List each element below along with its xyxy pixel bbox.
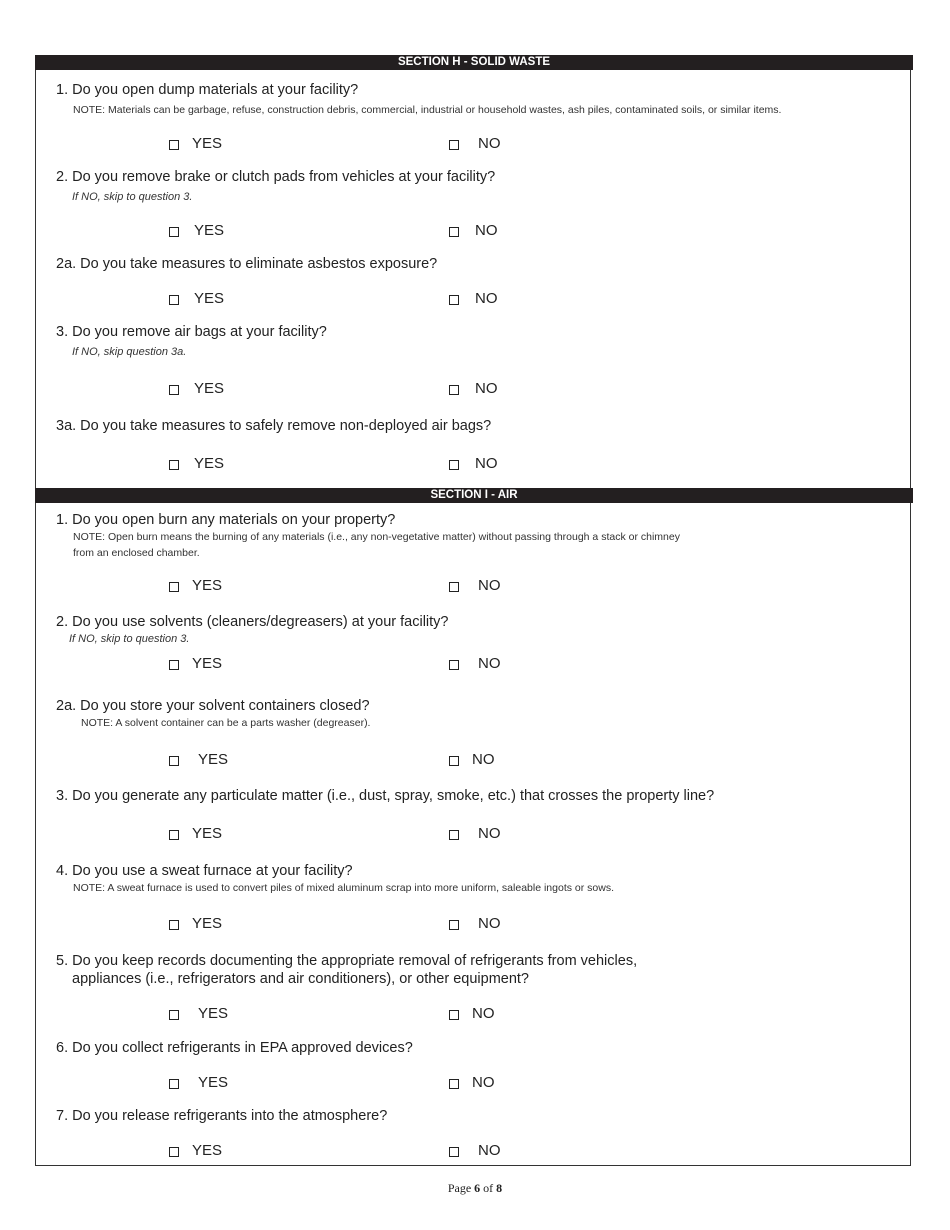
h-q3a-yes-checkbox[interactable] [169,460,179,470]
h-q1-note: NOTE: Materials can be garbage, refuse, construction debris, commercial, industrial or household wastes, ash piles, contaminated soils, or similar items. [73,104,782,116]
i-q5-yes-checkbox[interactable] [169,1010,179,1020]
page-number [0,1181,950,1196]
i-q4-no-label: NO [478,915,501,932]
i-q1-note-line1: NOTE: Open burn means the burning of any materials (i.e., any non-vegetative matter) without passing through a stack or chimney [73,531,680,543]
page-total: 8 [496,1181,503,1195]
h-q2-yes-label: YES [194,222,225,239]
h-q3-no-checkbox[interactable] [449,385,459,395]
i-q5-yes-label: YES [198,1005,229,1022]
h-q2-skip: If NO, skip to question 3. [72,191,193,203]
i-q2a-yes-checkbox[interactable] [169,756,179,766]
i-q7-no-checkbox[interactable] [449,1147,459,1157]
i-q4-yes-label: YES [192,915,223,932]
i-q6-no-checkbox[interactable] [449,1079,459,1089]
i-q4-yes-checkbox[interactable] [169,920,179,930]
i-q2-no-label: NO [478,655,501,672]
i-q1-no-checkbox[interactable] [449,582,459,592]
h-q3-no-label: NO [475,380,498,397]
i-q6-yes-label: YES [198,1074,229,1091]
i-q1-yes-label: YES [192,577,223,594]
i-q4-no-checkbox[interactable] [449,920,459,930]
h-q1-text: 1. Do you open dump materials at your facility? [56,82,359,98]
section-h-header: SECTION H - SOLID WASTE [35,55,913,70]
h-q3a-text: 3a. Do you take measures to safely remove non-deployed air bags? [56,418,492,434]
i-q6-text: 6. Do you collect refrigerants in EPA approved devices? [56,1040,413,1056]
i-q6-no-label: NO [472,1074,495,1091]
i-q7-yes-checkbox[interactable] [169,1147,179,1157]
h-q3-text: 3. Do you remove air bags at your facility? [56,324,327,340]
i-q4-text: 4. Do you use a sweat furnace at your facility? [56,863,353,879]
section-i-header: SECTION I - AIR [35,488,913,503]
h-q2a-text: 2a. Do you take measures to eliminate asbestos exposure? [56,256,438,272]
h-q1-yes-checkbox[interactable] [169,140,179,150]
h-q2a-yes-checkbox[interactable] [169,295,179,305]
i-q5-no-label: NO [472,1005,495,1022]
i-q5-no-checkbox[interactable] [449,1010,459,1020]
i-q4-note: NOTE: A sweat furnace is used to convert piles of mixed aluminum scrap into more uniform, saleable ingots or sows. [73,882,614,894]
h-q2a-no-label: NO [475,290,498,307]
i-q2a-no-checkbox[interactable] [449,756,459,766]
h-q3-skip: If NO, skip question 3a. [72,346,187,358]
h-q3-yes-label: YES [194,380,225,397]
h-q3-yes-checkbox[interactable] [169,385,179,395]
h-q3a-no-label: NO [475,455,498,472]
h-q3a-no-checkbox[interactable] [449,460,459,470]
i-q1-no-label: NO [478,577,501,594]
i-q1-note-line2: from an enclosed chamber. [73,547,200,559]
i-q7-no-label: NO [478,1142,501,1159]
h-q1-no-checkbox[interactable] [449,140,459,150]
h-q2-text: 2. Do you remove brake or clutch pads from vehicles at your facility? [56,169,496,185]
i-q2-yes-checkbox[interactable] [169,660,179,670]
i-q2a-yes-label: YES [198,751,229,768]
i-q2a-text: 2a. Do you store your solvent containers closed? [56,698,370,714]
i-q7-yes-label: YES [192,1142,223,1159]
form-frame [35,55,911,1166]
i-q2-skip: If NO, skip to question 3. [69,633,190,645]
h-q2-no-checkbox[interactable] [449,227,459,237]
i-q3-no-checkbox[interactable] [449,830,459,840]
i-q2a-note: NOTE: A solvent container can be a parts washer (degreaser). [81,717,371,729]
h-q2-yes-checkbox[interactable] [169,227,179,237]
h-q3a-yes-label: YES [194,455,225,472]
page-current: 6 [474,1181,481,1195]
page-prefix: Page [447,1181,472,1195]
i-q3-yes-label: YES [192,825,223,842]
i-q6-yes-checkbox[interactable] [169,1079,179,1089]
i-q2a-no-label: NO [472,751,495,768]
i-q3-yes-checkbox[interactable] [169,830,179,840]
h-q2a-no-checkbox[interactable] [449,295,459,305]
i-q2-text: 2. Do you use solvents (cleaners/degreasers) at your facility? [56,614,449,630]
i-q5-text-line2: appliances (i.e., refrigerators and air conditioners), or other equipment? [72,971,529,987]
h-q1-yes-label: YES [192,135,223,152]
i-q7-text: 7. Do you release refrigerants into the atmosphere? [56,1108,388,1124]
i-q2-yes-label: YES [192,655,223,672]
i-q3-text: 3. Do you generate any particulate matter (i.e., dust, spray, smoke, etc.) that crosses the property line? [56,788,715,804]
i-q2-no-checkbox[interactable] [449,660,459,670]
i-q3-no-label: NO [478,825,501,842]
i-q1-yes-checkbox[interactable] [169,582,179,592]
i-q5-text-line1: 5. Do you keep records documenting the appropriate removal of refrigerants from vehicles, [56,953,638,969]
h-q2a-yes-label: YES [194,290,225,307]
page-of: of [483,1181,494,1195]
h-q1-no-label: NO [478,135,501,152]
h-q2-no-label: NO [475,222,498,239]
i-q1-text: 1. Do you open burn any materials on your property? [56,512,396,528]
